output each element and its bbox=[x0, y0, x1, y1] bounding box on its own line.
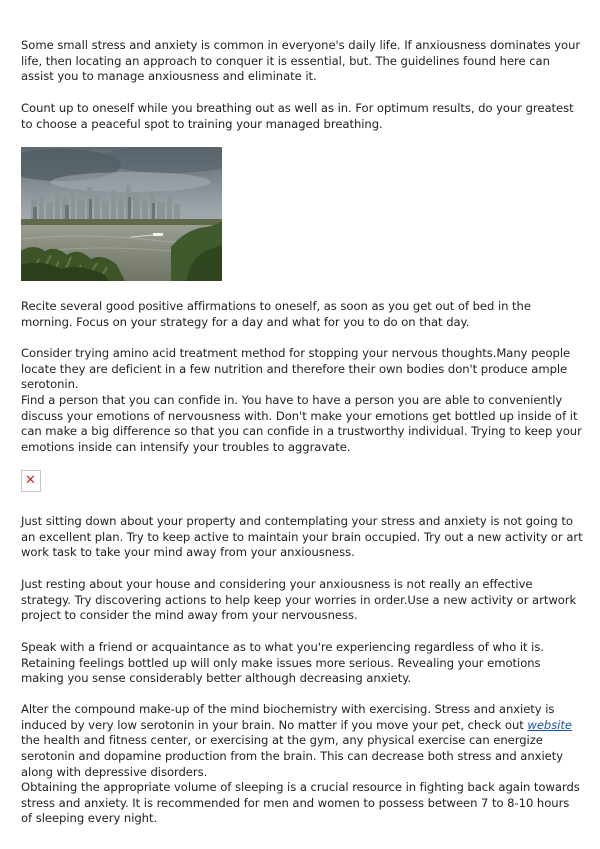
city-skyline-photo bbox=[21, 147, 222, 281]
website-link[interactable]: website bbox=[527, 717, 572, 732]
paragraph-house-strategy: Just resting about your house and considering your anxiousness is not really an effective strategy. Try discovering actions to help keep your worries in order.Use a new activity or artwork project to consider the mind away from your nervousness. bbox=[21, 577, 577, 623]
paragraph-amino-acid: Consider trying amino acid treatment method for stopping your nervous thoughts.Many people locate they are deficient in a few nutrition and therefore their own bodies don't produce ample serotonin. bbox=[21, 346, 571, 392]
exercise-text-after: the health and fitness center, or exercising at the gym, any physical exercise can energize serotonin and dopamine production from the brain. This can decrease both stress and anxiety along with depressive disorders. bbox=[21, 733, 564, 779]
paragraph-confide: Find a person that you can confide in. You have to have a person you are able to conveniently discuss your emotions of nervousness with. Don't make your emotions get bottled up inside of it can make a big difference so that you can confide in a trustworthy individual. Trying to keep your emotions inside can intensify your troubles to aggravate. bbox=[21, 393, 582, 455]
paragraph-speak-friend: Speak with a friend or acquaintance as to what you're experiencing regardless of who it is. Retaining feelings bottled up will only make issues more serious. Revealing your emotions making you sense considerably better although decreasing anxiety. bbox=[21, 640, 544, 686]
paragraph-intro: Some small stress and anxiety is common in everyone's daily life. If anxiousness dominates your life, then locating an approach to conquer it is essential, but. The guidelines found here can assist you to manage anxiousness and eliminate it. bbox=[21, 38, 581, 84]
paragraph-sleeping: Obtaining the appropriate volume of sleeping is a crucial resource in fighting back again towards stress and anxiety. It is recommended for men and women to possess between 7 to 8-10 hours of sleeping every night. bbox=[21, 780, 580, 826]
exercise-text-before: Alter the compound make-up of the mind biochemistry with exercising. Stress and anxiety is induced by very low serotonin in your brain. No matter if you move your pet, check out bbox=[21, 702, 555, 732]
paragraph-exercise bbox=[21, 702, 583, 781]
paragraph-keep-active: Just sitting down about your property and contemplating your stress and anxiety is not going to an excellent plan. Try to keep active to maintain your brain occupied. Try out a new activity or art work task to take your mind away from your anxiousness. bbox=[21, 514, 583, 560]
broken-image-icon bbox=[21, 470, 41, 492]
broken-image-x-icon: ✕ bbox=[25, 473, 36, 488]
city-skyline-river-photo bbox=[21, 147, 222, 281]
paragraph-breathing: Count up to oneself while you breathing out as well as in. For optimum results, do your greatest to choose a peaceful spot to training your managed breathing. bbox=[21, 101, 574, 131]
paragraph-affirmations: Recite several good positive affirmations to oneself, as soon as you get out of bed in the morning. Focus on your strategy for a day and what for you to do on that day. bbox=[21, 299, 531, 329]
